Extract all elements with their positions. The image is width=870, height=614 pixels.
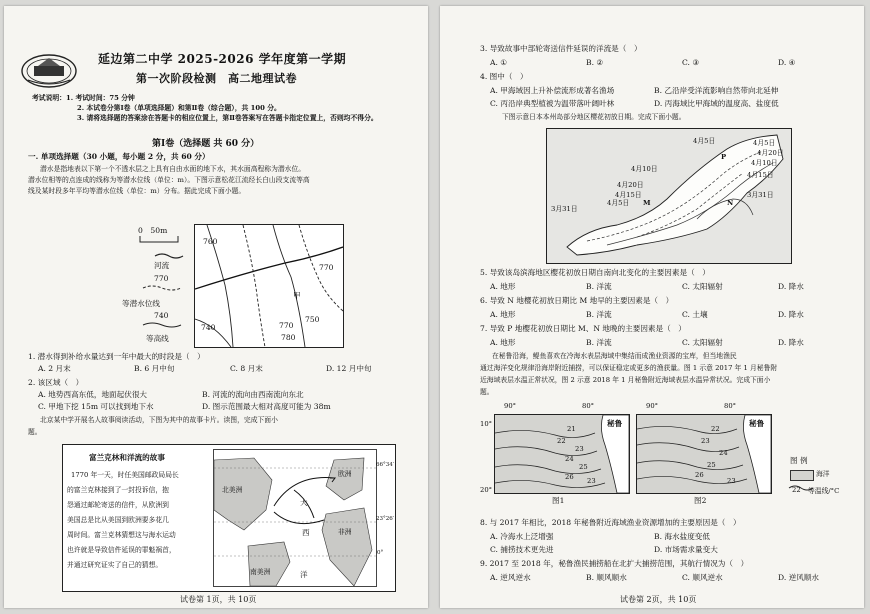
q3-option-a[interactable]: A. ① (490, 58, 508, 67)
q9-option-d[interactable]: D. 逆风顺水 (778, 573, 820, 582)
exam-page-1 (4, 6, 428, 608)
story-line6: 也许就是导致信件延误的罪魁祸首， (67, 546, 176, 554)
q3-options (490, 58, 864, 68)
story-line2: 的富兰克林接到了一封投诉信，抱 (67, 486, 169, 494)
q6-option-a[interactable]: A. 地形 (490, 310, 516, 319)
q2-stem: 2. 该区域（ ） (28, 378, 84, 387)
map3-point-p: P (721, 153, 727, 161)
map3-label-4: 4月10日 (751, 159, 778, 167)
map3-label-8: 4月5日 (607, 199, 630, 207)
q3-option-b[interactable]: B. ② (586, 58, 604, 67)
map3-label-7: 4月20日 (617, 181, 644, 189)
map3-label-9: 3月31日 (551, 205, 578, 213)
q7-options (490, 338, 864, 348)
q6-option-d[interactable]: D. 降水 (778, 310, 804, 319)
map2-label-xi: 西 (302, 528, 310, 537)
q5-option-b[interactable]: B. 洋流 (586, 282, 612, 291)
lat-66: 66°34′ (376, 462, 394, 468)
q6-options (490, 310, 864, 320)
map2-label-north-america: 北美洲 (222, 486, 243, 494)
map3-label-10: 3月31日 (747, 191, 774, 199)
lat-0: 0° (377, 550, 384, 556)
fig2-lon-80: 80° (724, 402, 737, 410)
q1-stem: 1. 潜水得到补给水量达到一年中最大的时段是（ ） (28, 352, 205, 361)
fig2-country: 秘鲁 (749, 419, 765, 428)
school-logo-icon (20, 52, 78, 90)
q5-stem: 5. 导致该岛滨海地区樱花初放日期自南向北变化的主要因素是（ ） (480, 268, 710, 277)
exam-title-line2: 第一次阶段检测 高二地理试卷 (136, 72, 297, 85)
q6-stem: 6. 导致 N 地樱花初放日期比 M 地早的主要因素是（ ） (480, 296, 674, 305)
q4-option-a[interactable]: A. 甲海域因上升补偿流形成著名渔场 (490, 86, 615, 95)
scale-label: 0 50m (138, 226, 168, 235)
story-card (62, 444, 396, 592)
map2-label-europe: 欧洲 (338, 470, 352, 478)
q1-option-a[interactable]: A. 2 月末 (38, 364, 71, 373)
map2-label-yang: 洋 (300, 570, 308, 579)
q4-options-row2 (490, 99, 818, 109)
q8-options-row2 (490, 545, 818, 555)
q8-option-c[interactable]: C. 捕捞技术更先进 (490, 545, 554, 554)
intro4-line3: 近海域表层水温正常状况，图 2 示意 2018 年 1 月秘鲁附近海域表层水温异常状况。完成下面小 (480, 376, 771, 384)
exam-note-2: 2. 本试卷分第Ⅰ卷（单项选择题）和第Ⅱ卷（综合题），共 100 分。 (77, 104, 281, 112)
q7-option-a[interactable]: A. 地形 (490, 338, 516, 347)
map3-point-m: M (643, 199, 651, 207)
q2-option-b[interactable]: B. 河流的流向由西南流向东北 (202, 390, 304, 399)
water-level-line-icon (142, 284, 182, 292)
q2-options-row2 (38, 402, 366, 412)
q7-option-c[interactable]: C. 太阳辐射 (682, 338, 723, 347)
scale-bar-icon (134, 234, 184, 244)
q9-option-a[interactable]: A. 逆风逆水 (490, 573, 531, 582)
map1-label-750: 750 (305, 315, 320, 324)
q9-options (490, 573, 864, 583)
q7-option-d[interactable]: D. 降水 (778, 338, 804, 347)
map2-label-da: 大 (300, 498, 308, 507)
fig1-val-0: 21 (567, 425, 576, 433)
q4-option-b[interactable]: B. 乙沿岸受洋流影响自然带向北延伸 (654, 86, 779, 95)
fig2-caption: 图2 (694, 496, 707, 505)
map2-label-africa: 非洲 (338, 528, 352, 536)
q9-option-c[interactable]: C. 顺风逆水 (682, 573, 723, 582)
map3-label-3: 4月20日 (757, 149, 784, 157)
q5-options (490, 282, 864, 292)
page1-footer: 试卷第 1页，共 10页 (180, 595, 257, 604)
intro1-line3: 线及某时段多年平均等潜水位线（单位：m）分布。据此完成下面小题。 (28, 187, 246, 195)
q4-option-c[interactable]: C. 丙沿岸典型植被为温带落叶阔叶林 (490, 99, 615, 108)
legend-isotherm-value: 22 (792, 486, 801, 494)
legend-contour-value: 740 (154, 311, 169, 320)
fig2-val-4: 26 (695, 471, 704, 479)
fig1-lon-80: 80° (582, 402, 595, 410)
atlantic-map (213, 449, 377, 587)
fig1-caption: 图1 (552, 496, 565, 505)
map1-label-770b: 770 (279, 321, 294, 330)
fig1-lon-90: 90° (504, 402, 517, 410)
q8-stem: 8. 与 2017 年相比，2018 年秘鲁附近海域渔业资源增加的主要原因是（ ） (480, 518, 741, 527)
q5-option-d[interactable]: D. 降水 (778, 282, 804, 291)
q8-option-d[interactable]: D. 市场需求量变大 (654, 545, 718, 554)
exam-note-3: 3. 请将选择题的答案涂在答题卡的相应位置上，第Ⅱ卷答案写在答题卡指定位置上，否则均不得分。 (77, 114, 378, 122)
q1-option-b[interactable]: B. 6 月中旬 (134, 364, 175, 373)
lat-23: 23°26′ (376, 516, 394, 522)
fig2-val-2: 24 (719, 449, 728, 457)
intro3: 下图示意日本本州岛部分地区樱花初放日期。完成下面小题。 (502, 113, 686, 121)
q4-options-row1 (490, 86, 818, 96)
map3-label-6: 4月15日 (615, 191, 642, 199)
q6-option-c[interactable]: C. 土壤 (682, 310, 708, 319)
map1-label-770a: 770 (319, 263, 334, 272)
intro4-line4: 题。 (480, 388, 494, 396)
fig1-val-3: 24 (565, 455, 574, 463)
map3-label-1: 4月5日 (753, 139, 776, 147)
fig1-val-4: 25 (579, 463, 588, 471)
q4-option-d[interactable]: D. 丙海域比甲海域的温度高、盐度低 (654, 99, 779, 108)
ocean-swatch-icon (790, 470, 814, 481)
map2-label-south-america: 南美洲 (250, 568, 271, 576)
intro2-line1: 北京某中学开展名人故事阅读活动，下图为其中的故事卡片。读图，完成下面小 (40, 416, 278, 424)
q9-option-b[interactable]: B. 顺风顺水 (586, 573, 627, 582)
q7-option-b[interactable]: B. 洋流 (586, 338, 612, 347)
q5-option-a[interactable]: A. 地形 (490, 282, 516, 291)
map1-label-jia: 甲 (293, 291, 301, 300)
fig-legend-title: 图 例 (790, 456, 808, 465)
exam-title-line1: 延边第二中学 2025-2026 学年度第一学期 (98, 52, 347, 66)
q9-stem: 9. 2017 至 2018 年，秘鲁渔民捕捞船在北扩大捕捞范围，其航行情况为（ ） (480, 559, 749, 568)
q3-option-d[interactable]: D. ④ (778, 58, 796, 67)
exam-note-1: 考试说明：1. 考试时间：75 分钟 (32, 94, 135, 102)
map3-label-2: 4月10日 (631, 165, 658, 173)
fig2-val-0: 22 (711, 425, 720, 433)
q2-option-d[interactable]: D. 图示范围最大相对高度可能为 38m (202, 402, 331, 411)
fig1-lat-10: 10° (480, 420, 493, 428)
q4-stem: 4. 图中（ ） (480, 72, 528, 81)
legend-wl-value: 770 (154, 274, 169, 283)
q1-options (38, 364, 422, 374)
exam-page-2 (440, 6, 864, 608)
q7-stem: 7. 导致 P 地樱花初放日期比 M、N 地晚的主要因素是（ ） (480, 324, 686, 333)
q8-option-b[interactable]: B. 海水盐度变低 (654, 532, 710, 541)
sakura-map (546, 128, 792, 264)
q5-option-c[interactable]: C. 太阳辐射 (682, 282, 723, 291)
intro1-line1: 潜水是指地表以下第一个不透水层之上具有自由水面的地下水，其水面高程称为潜水位。 (40, 165, 306, 173)
q1-option-d[interactable]: D. 12 月中旬 (326, 364, 372, 373)
map1-label-740: 740 (201, 323, 216, 332)
contour-map (194, 224, 344, 348)
map3-point-n: N (727, 199, 734, 207)
q1-option-c[interactable]: C. 8 月末 (230, 364, 263, 373)
story-line3: 怨通过邮轮寄送的信件，从欧洲到 (67, 501, 169, 509)
map1-label-780: 780 (281, 333, 296, 342)
q8-options-row1 (490, 532, 818, 542)
river-legend-icon (154, 252, 184, 260)
story-line7: 并通过研究证实了自己的猜想。 (67, 561, 163, 569)
fig2-val-5: 23 (727, 477, 736, 485)
page2-footer: 试卷第 2页，共 10页 (620, 595, 697, 604)
contour-line-icon (142, 321, 182, 329)
fig1-val-5: 26 (565, 473, 574, 481)
intro1-line2: 潜水位相等的点连成的线称为等潜水位线（单位：m）。下图示意松花江流经长白山段支流等高 (28, 176, 310, 184)
map3-label-0: 4月5日 (693, 137, 716, 145)
q6-option-b[interactable]: B. 洋流 (586, 310, 612, 319)
fig1-val-2: 23 (575, 445, 584, 453)
fig1-val-1: 22 (557, 437, 566, 445)
intro2-line2: 题。 (28, 428, 42, 436)
q8-option-a[interactable]: A. 冷海水上泛增强 (490, 532, 554, 541)
part-heading: 一. 单项选择题（30 小题，每小题 2 分，共 60 分） (28, 152, 210, 161)
q2-option-a[interactable]: A. 地势西高东低，地面起伏很大 (38, 390, 148, 399)
figure-2 (636, 414, 772, 494)
figure-1 (494, 414, 630, 494)
legend-river: 河流 (154, 261, 170, 270)
map1-label-760: 760 (203, 237, 218, 246)
intro4-line1: 在秘鲁沿海，鳀鱼喜欢在冷海水表层海域中集结而成渔业资源的宝库，但当地渔民 (492, 352, 737, 360)
legend-water-level: 等潜水位线 (122, 299, 160, 308)
fig1-val-6: 23 (587, 477, 596, 485)
story-line5: 周时间。富兰克林猜想这与海水运动 (67, 531, 176, 539)
story-line4: 美国总是比从美国到欧洲要多花几 (67, 516, 169, 524)
legend-isotherm: 等温线/°C (808, 487, 840, 495)
q3-stem: 3. 导致故事中部轮寄送信件延误的洋流是（ ） (480, 44, 642, 53)
q2-options-row1 (38, 390, 366, 400)
story-title: 富兰克林和洋流的故事 (89, 453, 165, 462)
fig2-val-3: 25 (707, 461, 716, 469)
fig1-country: 秘鲁 (607, 419, 623, 428)
story-line1: 1770 年一天，时任美国邮政局局长 (71, 471, 179, 479)
fig2-lon-90: 90° (646, 402, 659, 410)
legend-contour: 等高线 (146, 334, 169, 343)
q3-option-c[interactable]: C. ③ (682, 58, 700, 67)
map3-label-5: 4月15日 (747, 171, 774, 179)
fig2-val-1: 23 (701, 437, 710, 445)
legend-ocean: 海洋 (816, 470, 830, 478)
q2-option-c[interactable]: C. 甲地下挖 15m 可以找到地下水 (38, 402, 154, 411)
intro4-line2: 通过海洋变化规律沿海岸附近捕捞，可以保证稳定或更多的渔获量。图 1 示意 2017 年 1 月秘鲁附 (480, 364, 778, 372)
fig1-lat-20: 20° (480, 486, 493, 494)
section-title: 第Ⅰ卷（选择题 共 60 分） (152, 139, 260, 149)
